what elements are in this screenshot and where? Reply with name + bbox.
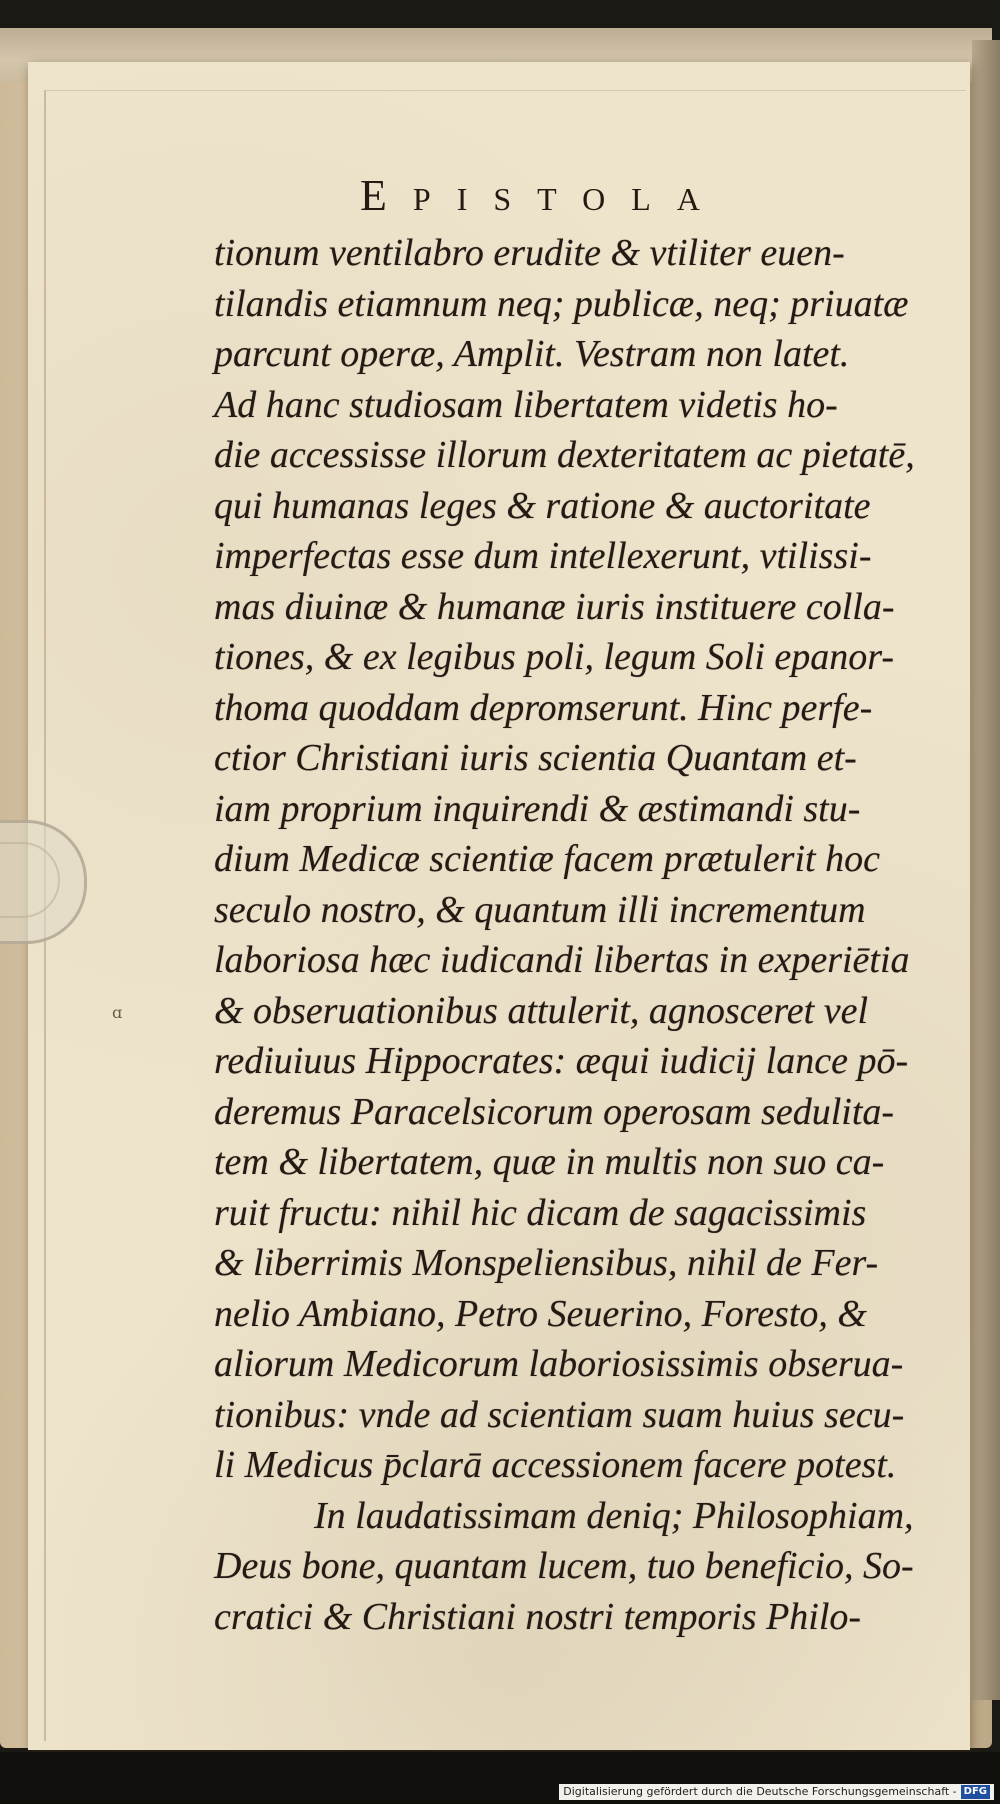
text-line: In laudatissimam deniq; Philosophiam,: [314, 1494, 914, 1537]
text-line: aliorum Medicorum laboriosissimis obserua-: [214, 1343, 904, 1385]
credit-text: Digitalisierung gefördert durch die Deutsche Forschungsgemeinschaft -: [563, 1785, 957, 1798]
text-line: cratici & Christiani nostri temporis Philo-: [214, 1595, 862, 1638]
text-line: seculo nostro, & quantum illi incrementum: [214, 888, 866, 931]
text-line: thoma quoddam depromserunt. Hinc perfe-: [214, 686, 873, 729]
text-line: dium Medicæ scientiæ facem prætulerit hoc: [214, 838, 880, 880]
text-line: & obseruationibus attulerit, agnosceret vel: [214, 989, 869, 1032]
text-line: li Medicus p̄clarā accessionem facere potest.: [214, 1444, 897, 1486]
text-line: die accessisse illorum dexteritatem ac pietatē,: [214, 434, 915, 476]
digitization-credit: [559, 1784, 994, 1800]
running-head-initial: E: [360, 171, 413, 220]
text-line: deremus Paracelsicorum operosam sedulita-: [214, 1090, 895, 1133]
text-line: laboriosa hæc iudicandi libertas in experiētia: [214, 939, 910, 981]
text-line: Ad hanc studiosam libertatem videtis ho-: [214, 383, 838, 426]
running-head: [360, 170, 800, 221]
dfg-logo: DFG: [961, 1785, 990, 1799]
running-head-rest: PISTOLA: [412, 181, 726, 217]
text-line: qui humanas leges & ratione & auctoritate: [214, 484, 871, 527]
text-line: parcunt operæ, Amplit. Vestram non latet.: [214, 333, 850, 375]
text-line: iam proprium inquirendi & æstimandi stu-: [214, 787, 861, 830]
text-line: imperfectas esse dum intellexerunt, vtilissi-: [214, 535, 872, 577]
text-line: ctior Christiani iuris scientia Quantam et-: [214, 737, 857, 779]
text-line: mas diuinæ & humanæ iuris instituere colla-: [214, 585, 895, 628]
text-line: ruit fructu: nihil hic dicam de sagacissimis: [214, 1191, 867, 1234]
text-line: tilandis etiamnum neq; publicæ, neq; priuatæ: [214, 282, 909, 325]
latin-body-text: [214, 228, 974, 1642]
text-line: tionum ventilabro erudite & vtiliter euen-: [214, 232, 845, 274]
text-line: rediuiuus Hippocrates: æqui iudicij lance pō-: [214, 1040, 909, 1082]
page-right-edge: [972, 40, 1000, 1700]
text-line: Deus bone, quantam lucem, tuo beneficio, So-: [214, 1545, 914, 1587]
text-line: & liberrimis Monspeliensibus, nihil de Fer-: [214, 1242, 879, 1284]
text-line: tiones, & ex legibus poli, legum Soli epanor-: [214, 636, 894, 678]
ink-speck: ɑ: [112, 1003, 123, 1022]
text-line: nelio Ambiano, Petro Seuerino, Foresto, &: [214, 1292, 867, 1335]
text-line: tionibus: vnde ad scientiam suam huius secu-: [214, 1393, 905, 1436]
text-line: tem & libertatem, quæ in multis non suo ca-: [214, 1141, 885, 1183]
